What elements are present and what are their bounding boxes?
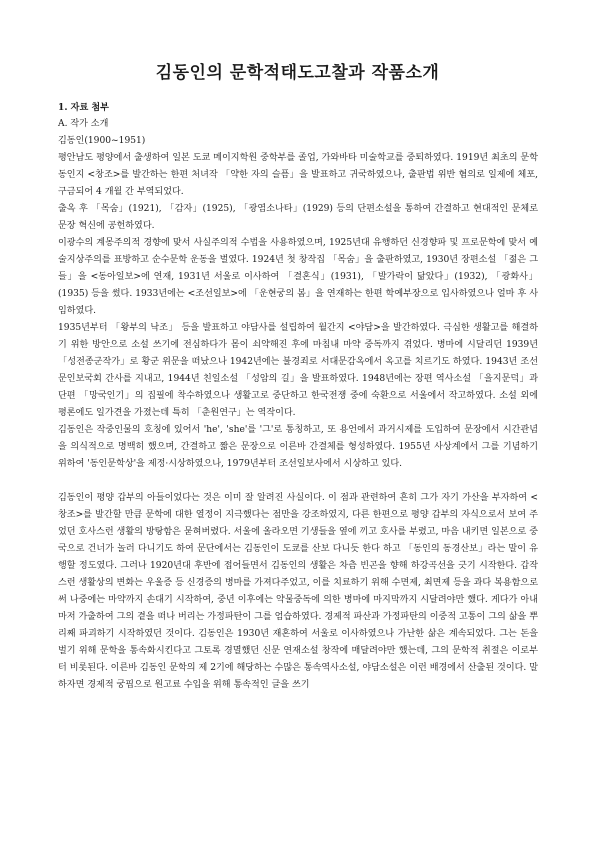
subheading: A. 작가 소개 (58, 119, 109, 129)
document-body (58, 99, 538, 694)
paragraph: 1935년부터 「왕부의 낙조」 등을 발표하고 야담사를 설립하여 월간지 <야담>을 발간하였다. 극심한 생활고를 해결하기 위한 방안으로 소설 쓰기에 전심하다가 몸이 쇠약해진 후에 마침내 마약 중독까지 겪었다. 병마에 시달리던 1939년 「성전종군작가」로 황군 위문을 떠났으나 1942년에는 불경죄로 서대문감옥에서 옥고를 치르기도 하였다. 1943년 조선문인보국회 간사를 지내고, 1944년 친일소설 「성암의 길」을 발표하였다. 1948년에는 장편 역사소설 「을지문덕」과 단편 「망국인기」의 집필에 착수하였으나 생활고로 중단하고 한국전쟁 중에 숙환으로 서울에서 작고하였다. 소설 외에 평론에도 일가견을 가졌는데 특히 「춘원연구」는 역작이다. (58, 323, 538, 418)
paragraph: 김동인이 평양 갑부의 아들이었다는 것은 이미 잘 알려진 사실이다. 이 점과 관련하여 흔히 그가 자기 가산을 부자하여 <창조>를 발간할 만큼 문학에 대한 열정이 지극했다는 점만을 강조하였지, 다른 한편으로 평양 갑부의 자식으로서 보여 주었던 호사스런 생활의 방탕함은 묻혀버렸다. 서울에 올라오면 기생들을 옆에 끼고 호사를 부렸고, 마음 내키면 일본으로 중국으로 건너가 놀러 다니기도 하여 문단에서는 김동인이 도쿄를 산보 다니듯 한다 하고 「동인의 동경산보」라는 말이 유행할 정도였다. 그러나 1920년대 후반에 접어들면서 김동인의 생활은 차츰 빈곤을 향해 하강곡선을 긋기 시작한다. 갑작스런 생활상의 변화는 우울증 등 신경증의 병마를 가져다주었고, 이를 치료하기 위해 수면제, 최면제 등을 과다 복용함으로써 나중에는 마약까지 손대기 시작하여, 중년 이후에는 약물중독에 의한 병마에 마지막까지 시달려야만 했다. 게다가 아내마저 가출하여 그의 곁을 떠나 버리는 가정파탄이 그를 엄습하였다. 경제적 파산과 가정파탄의 이중적 고통이 그의 삶을 뿌리째 파괴하기 시작하였던 것이다. 김동인은 1930년 재혼하여 서울로 이사하였으나 가난한 삶은 계속되었다. 그는 돈을 벌기 위해 문학을 통속화시킨다고 그토록 경멸했던 신문 연재소설 창작에 매달려야만 했는데, 그의 문학적 취절은 이로부터 비롯된다. 이른바 김동인 문학의 제 2기에 해당하는 수많은 통속역사소설, 야담소설은 이런 배경에서 산출된 것이다. 말하자면 경제적 궁핍으로 원고료 수입을 위해 통속적인 글을 쓰기 (58, 493, 538, 690)
paragraph: 김동인은 작중인물의 호칭에 있어서 'he', 'she'를 '그'로 통칭하고, 또 용언에서 과거시제를 도입하여 문장에서 시간관념을 의식적으로 명백히 했으며, 간결하고 짧은 문장으로 이른바 간결체를 형성하였다. 1955년 사상계에서 그를 기념하기 위하여 '동인문학상'을 제정·시상하였으나, 1979년부터 조선일보사에서 시상하고 있다. (58, 425, 538, 469)
paragraph-gap (58, 473, 538, 490)
paragraph: 이광수의 계몽주의적 경향에 맞서 사실주의적 수법을 사용하였으며, 1925년대 유행하던 신경향파 및 프로문학에 맞서 예술지상주의를 표방하고 순수문학 운동을 벌였다. 1924년 첫 창작집 「목숨」을 출판하였고, 1930년 장편소설 「젊은 그들」을 <동아일보>에 연재, 1931년 서울로 이사하여 「결혼식」(1931), 「발가락이 닮았다」(1932), 「광화사」(1935) 등을 썼다. 1933년에는 <조선일보>에 「운현궁의 봄」을 연재하는 한편 학예부장으로 입사하였으나 얼마 후 사임하였다. (58, 238, 538, 316)
document-title: 김동인의 문학적태도고찰과 작품소개 (155, 63, 440, 83)
paragraph: 출옥 후 「목숨」(1921), 「감자」(1925), 「광염소나타」(1929) 등의 단편소설을 통하여 간결하고 현대적인 문체로 문장 혁신에 공헌하였다. (58, 204, 538, 231)
section-heading: 1. 자료 첨부 (58, 102, 109, 113)
paragraph: 평안남도 평양에서 출생하여 일본 도쿄 메이지학원 중학부를 졸업, 가와바타 미술학교를 중퇴하였다. 1919년 최초의 문학동인지 <창조>를 발간하는 한편 처녀작 「약한 자의 슬픔」을 발표하고 귀국하였으나, 출판법 위반 혐의로 일제에 체포, 구금되어 4 개월 간 부역되었다. (58, 153, 538, 197)
author-line: 김동인(1900~1951) (58, 136, 146, 146)
